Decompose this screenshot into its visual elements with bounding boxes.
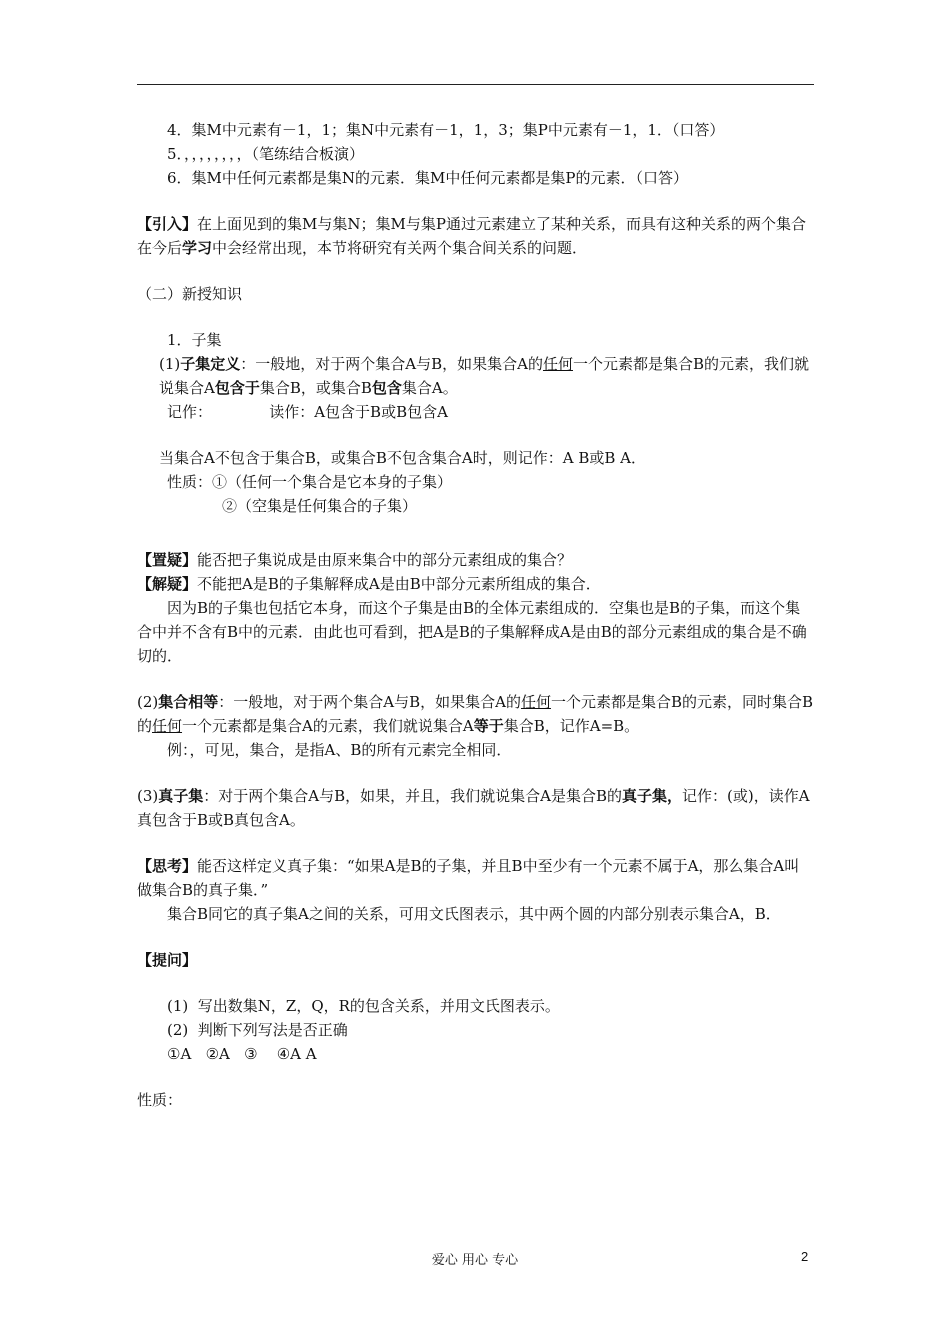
header-rule [137,84,814,85]
doubt-answer: 【解疑】不能把A是B的子集解释成A是由B中部分元素所组成的集合． [137,575,601,593]
page-footer: 爱心 用心 专心 [431,1253,519,1268]
subset-properties: 性质：①（任何一个集合是它本身的子集） [167,473,453,491]
subset-heading: 1．子集 [167,331,222,349]
set-equality-definition: (2)集合相等：一般地，对于两个集合A与B，如果集合A的任何一个元素都是集合B的元素，同时集合B的任何一个元素都是集合A的元素，我们就说集合A等于集合B，记作A=B。 [137,693,814,735]
venn-description: 集合B同它的真子集A之间的关系，可用文氏图表示，其中两个圆的内部分别表示集合A，B． [167,905,781,923]
subset-property-2: ②（空集是任何集合的子集） [222,497,418,515]
recap-item-5: 5．，，，，，，，，（笔练结合板演） [167,145,365,163]
ask-item-2: (2) 判断下列写法是否正确 [167,1021,348,1039]
subset-definition: (1)子集定义：一般地，对于两个集合A与B，如果集合A的任何一个元素都是集合B的元素，我们就说集合A包含于集合B，或集合B包含集合A。 [159,355,810,397]
ask-item-1: (1) 写出数集N，Z，Q，R的包含关系，并用文氏图表示。 [167,997,560,1015]
ask-heading: 【提问】 [137,951,198,969]
page-number: 2 [801,1249,809,1264]
subset-notation: 记作： 读作：A包含于B或B包含A [167,403,448,421]
ask-item-3: ①A ②A ③ ④A A [167,1045,317,1063]
recap-item-6: 6．集M中任何元素都是集N的元素．集M中任何元素都是集P的元素．（口答） [167,169,688,187]
doubt-question: 【置疑】能否把子集说成是由原来集合中的部分元素组成的集合？ [137,551,573,569]
doubt-reason: 因为B的子集也包括它本身，而这个子集是由B的全体元素组成的．空集也是B的子集，而这个集合中并不含有B中的元素．由此也可看到，把A是B的子集解释成A是由B的部分元素组成的集合是不确切的． [137,599,807,665]
not-contained-note: 当集合A不包含于集合B，或集合B不包含集合A时，则记作：A B或B A． [159,449,646,467]
set-equality-example: 例：，可见，集合，是指A、B的所有元素完全相同． [167,741,512,759]
think-question: 【思考】能否这样定义真子集：“如果A是B的子集，并且B中至少有一个元素不属于A，那么集合A叫做集合B的真子集．” [137,857,800,899]
properties-label: 性质： [137,1091,183,1109]
proper-subset-definition: (3)真子集：对于两个集合A与B，如果，并且，我们就说集合A是集合B的真子集，记作：(或)，读作A真包含于B或B真包含A。 [137,787,810,829]
document-body [137,118,814,1112]
recap-item-4: 4．集M中元素有－1，1；集N中元素有－1，1，3；集P中元素有－1，1．（口答） [167,121,725,139]
intro-paragraph: 【引入】在上面见到的集M与集N；集M与集P通过元素建立了某种关系，而具有这种关系的两个集合在今后学习中会经常出现，本节将研究有关两个集合间关系的问题． [137,215,806,257]
section-title: （二）新授知识 [137,285,243,303]
intro-tag: 【引入】 [137,215,198,233]
